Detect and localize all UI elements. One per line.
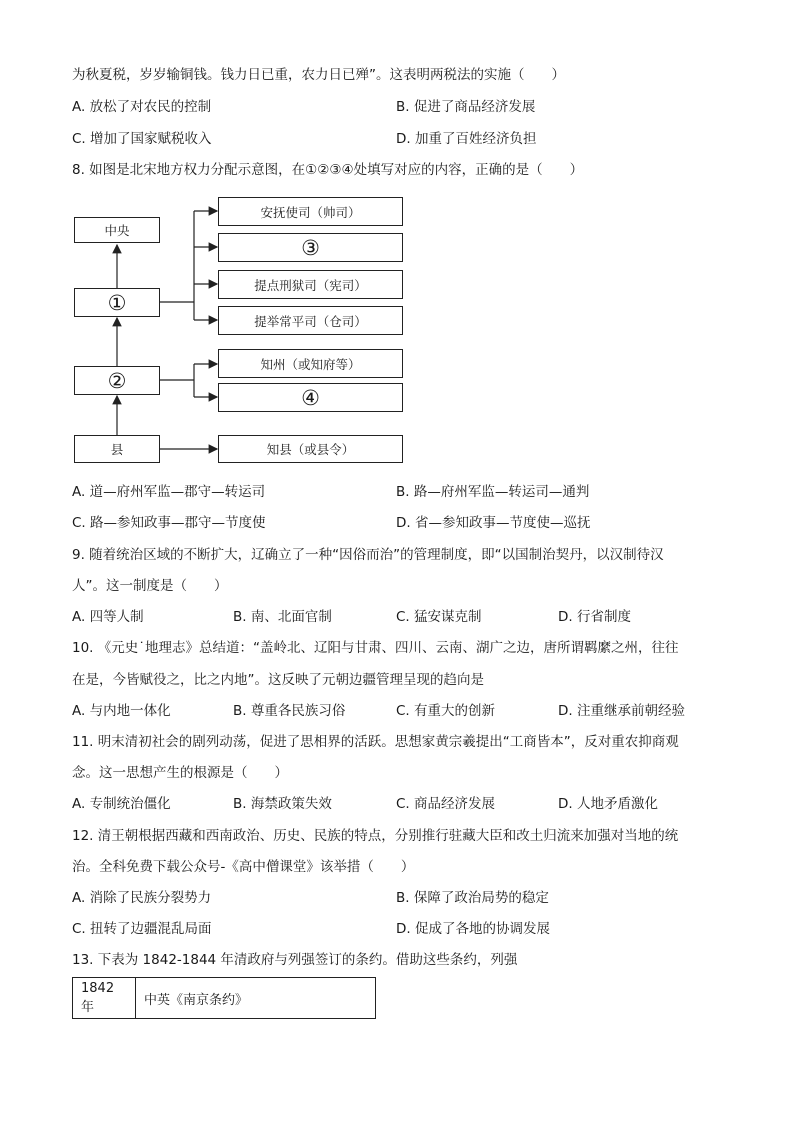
q7-option-c[interactable]: C. 增加了国家赋税收入 bbox=[72, 131, 212, 147]
q10-option-a[interactable]: A. 与内地一体化 bbox=[72, 703, 171, 719]
office-zhizhou: 知州（或知府等） bbox=[218, 349, 403, 378]
q9-option-c[interactable]: C. 猛安谋克制 bbox=[396, 609, 482, 625]
node-central: 中央 bbox=[74, 217, 160, 243]
q7-stem-tail: 为秋夏税，岁岁输铜钱。钱力日已重，农力日已殚”。这表明两税法的实施（ ） bbox=[72, 67, 565, 83]
office-zhixian: 知县（或县令） bbox=[218, 435, 403, 463]
node-county: 县 bbox=[74, 435, 160, 463]
q9-stem-line1: 9. 随着统治区域的不断扩大，辽确立了一种“因俗而治”的管理制度，即“以国制治契丹，以汉制待汉 bbox=[72, 547, 664, 563]
q8-option-d[interactable]: D. 省—参知政事—节度使—巡抚 bbox=[396, 515, 591, 531]
q12-option-b[interactable]: B. 保障了政治局势的稳定 bbox=[396, 890, 549, 906]
q9-option-d[interactable]: D. 行省制度 bbox=[558, 609, 631, 625]
q10-option-d[interactable]: D. 注重继承前朝经验 bbox=[558, 703, 685, 719]
q12-stem-line2: 治。全科免费下载公众号-《高中僧课堂》该举措（ ） bbox=[72, 859, 415, 875]
q7-option-a[interactable]: A. 放松了对农民的控制 bbox=[72, 99, 212, 115]
treaty-name-cell: 中英《南京条约》 bbox=[136, 978, 376, 1019]
q12-option-d[interactable]: D. 促成了各地的协调发展 bbox=[396, 921, 550, 937]
office-blank-4: ④ bbox=[218, 383, 403, 412]
q12-stem-line1: 12. 清王朝根据西藏和西南政治、历史、民族的特点，分别推行驻藏大臣和改土归流来加强对当地的统 bbox=[72, 828, 679, 844]
q10-stem-line1: 10. 《元史˙地理志》总结道：“盖岭北、辽阳与甘肃、四川、云南、湖广之边，唐所谓羁縻之州，往往 bbox=[72, 640, 679, 656]
office-anfu: 安抚使司（帅司） bbox=[218, 197, 403, 226]
q8-option-b[interactable]: B. 路—府州军监—转运司—通判 bbox=[396, 484, 590, 500]
office-tidian-xingyu: 提点刑狱司（宪司） bbox=[218, 270, 403, 299]
q8-stem: 8. 如图是北宋地方权力分配示意图，在①②③④处填写对应的内容，正确的是（ ） bbox=[72, 162, 584, 178]
q9-stem-line2: 人”。这一制度是（ ） bbox=[72, 578, 228, 594]
q11-stem-line1: 11. 明末清初社会的剧列动荡，促进了思相界的活跃。思想家黄宗羲提出“工商皆本”，反对重农抑商观 bbox=[72, 734, 679, 750]
q13-stem: 13. 下表为 1842-1844 年清政府与列强签订的条约。借助这些条约，列强 bbox=[72, 952, 518, 968]
table-row bbox=[73, 978, 376, 1019]
q10-option-c[interactable]: C. 有重大的创新 bbox=[396, 703, 496, 719]
q7-option-b[interactable]: B. 促进了商品经济发展 bbox=[396, 99, 536, 115]
treaty-table bbox=[72, 977, 376, 1019]
q11-stem-line2: 念。这一思想产生的根源是（ ） bbox=[72, 765, 288, 781]
office-tiju-changping: 提举常平司（仓司） bbox=[218, 306, 403, 335]
q10-stem-line2: 在是，今皆赋役之，比之内地”。这反映了元朝边疆管理呈现的趋向是 bbox=[72, 672, 484, 688]
node-blank-1: ① bbox=[74, 288, 160, 317]
q9-option-b[interactable]: B. 南、北面官制 bbox=[233, 609, 332, 625]
office-blank-3: ③ bbox=[218, 233, 403, 262]
q8-option-a[interactable]: A. 道—府州军监—郡守—转运司 bbox=[72, 484, 266, 500]
q10-option-b[interactable]: B. 尊重各民族习俗 bbox=[233, 703, 346, 719]
q11-option-b[interactable]: B. 海禁政策失效 bbox=[233, 796, 332, 812]
q11-option-a[interactable]: A. 专制统治僵化 bbox=[72, 796, 171, 812]
q9-option-a[interactable]: A. 四等人制 bbox=[72, 609, 144, 625]
q12-option-c[interactable]: C. 扭转了边疆混乱局面 bbox=[72, 921, 212, 937]
q12-option-a[interactable]: A. 消除了民族分裂势力 bbox=[72, 890, 212, 906]
node-blank-2: ② bbox=[74, 366, 160, 395]
treaty-year-cell: 1842 年 bbox=[73, 978, 136, 1019]
q7-option-d[interactable]: D. 加重了百姓经济负担 bbox=[396, 131, 537, 147]
q11-option-c[interactable]: C. 商品经济发展 bbox=[396, 796, 496, 812]
q8-option-c[interactable]: C. 路—参知政事—郡守—节度使 bbox=[72, 515, 266, 531]
q11-option-d[interactable]: D. 人地矛盾激化 bbox=[558, 796, 658, 812]
